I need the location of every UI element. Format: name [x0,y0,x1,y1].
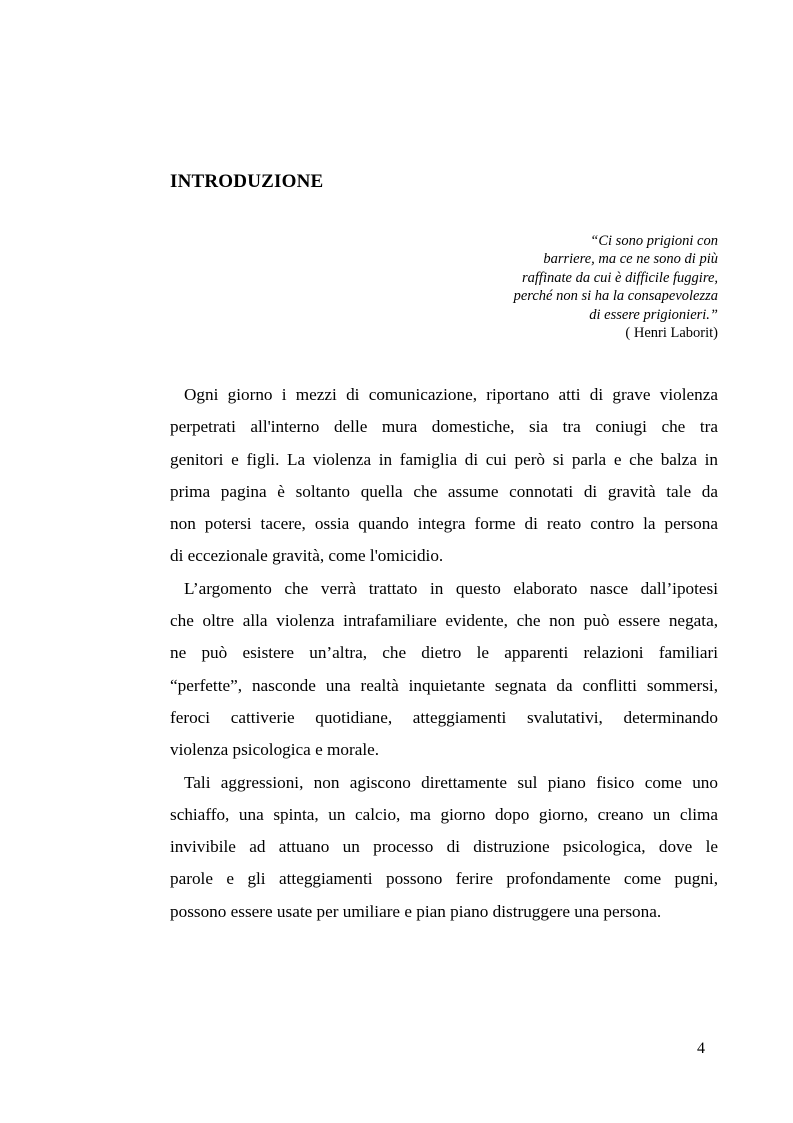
text-line: possono essere usate per umiliare e pian piano distruggere una persona. [170,901,662,921]
body-text [170,379,718,928]
text-line: non potersi tacere, ossia quando integra forme di reato contro la persona [170,514,718,534]
text-line: ne può esistere un’altra, che dietro le apparenti relazioni familiari [170,643,718,663]
text-line: violenza psicologica e morale. [170,740,380,760]
paragraph [170,379,718,573]
text-line: perpetrati all'interno delle mura domestiche, sia tra coniugi che tra [170,417,718,437]
epigraph-author: ( Henri Laborit) [625,325,718,342]
text-line: “perfette”, nasconde una realtà inquietante segnata da conflitti sommersi, [170,675,718,695]
text-line: Tali aggressioni, non agiscono direttamente sul piano fisico come uno [184,772,718,792]
text-line: schiaffo, una spinta, un calcio, ma giorno dopo giorno, creano un clima [170,804,718,824]
text-line: prima pagina è soltanto quella che assume connotati di gravità tale da [170,481,718,501]
paragraph [170,767,718,928]
epigraph-line: barriere, ma ce ne sono di più [543,251,718,268]
text-line: L’argomento che verrà trattato in questo elaborato nasce dall’ipotesi [184,578,718,598]
text-line: Ogni giorno i mezzi di comunicazione, riportano atti di grave violenza [184,385,718,404]
page-number: 4 [697,1040,705,1057]
epigraph-quote [514,232,718,342]
text-line: di eccezionale gravità, come l'omicidio. [170,546,444,566]
text-line: che oltre alla violenza intrafamiliare evidente, che non può essere negata, [170,611,718,631]
epigraph-line: “Ci sono prigioni con [590,233,718,249]
text-line: feroci cattiverie quotidiane, atteggiamenti svalutativi, determinando [170,707,718,727]
text-line: invivibile ad attuano un processo di distruzione psicologica, dove le [170,837,718,857]
paragraph [170,573,718,767]
epigraph-line: perché non si ha la consapevolezza [513,288,718,305]
text-line: parole e gli atteggiamenti possono ferire profondamente come pugni, [170,869,718,889]
epigraph-line: di essere prigionieri.” [589,306,718,323]
epigraph-line: raffinate da cui è difficile fuggire, [522,269,718,286]
text-line: genitori e figli. La violenza in famiglia di cui però si parla e che balza in [170,449,718,469]
page-title: INTRODUZIONE [170,171,324,192]
